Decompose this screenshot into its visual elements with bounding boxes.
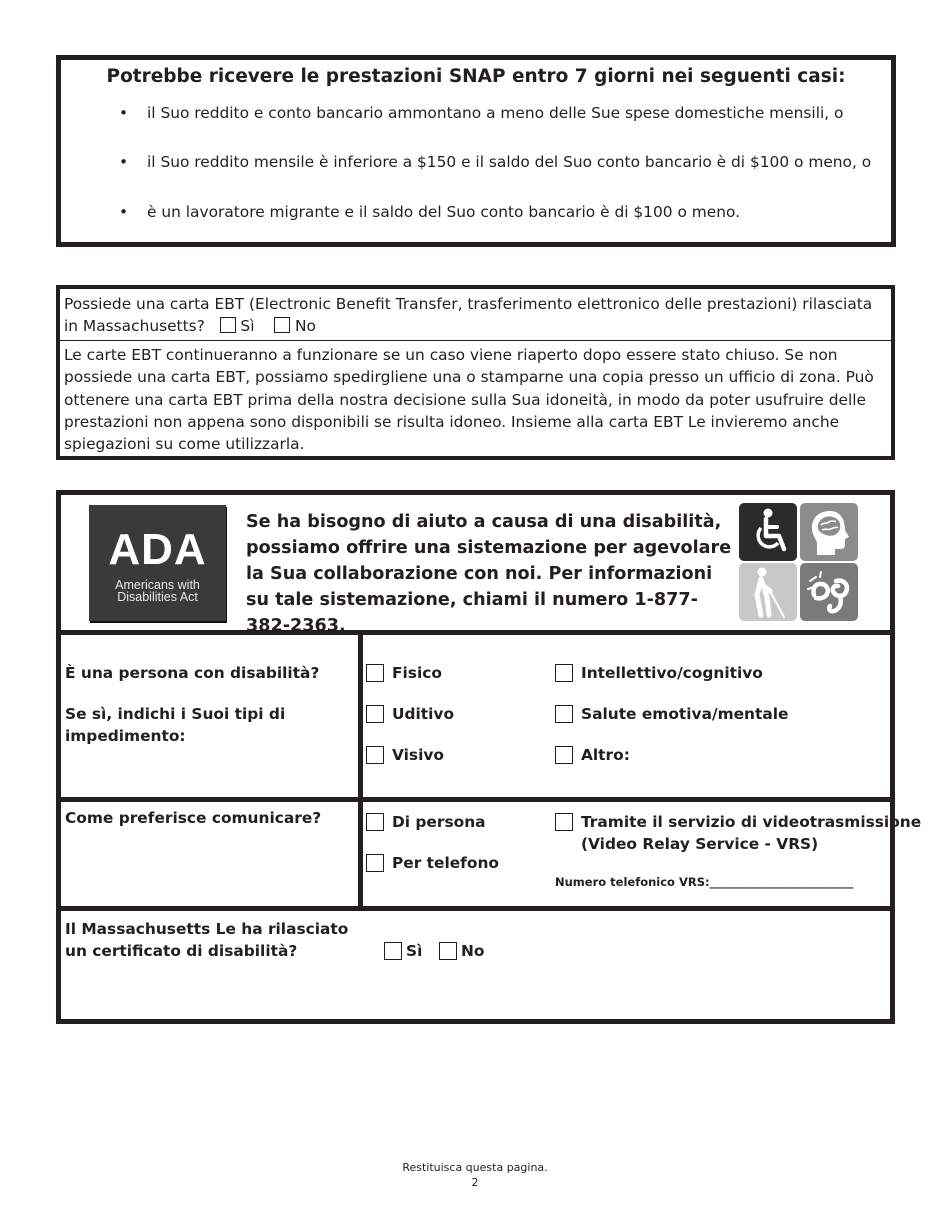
blind-cane-icon [739, 563, 797, 621]
certificate-question-line: Il Massachusetts Le ha rilasciato [65, 920, 349, 938]
page-number: 2 [471, 1176, 479, 1189]
brain-icon [800, 503, 858, 561]
option-label: (Video Relay Service - VRS) [581, 835, 819, 853]
option-label: Per telefono [392, 854, 499, 872]
column-divider [358, 630, 363, 911]
intellectual-checkbox[interactable] [555, 664, 573, 682]
option-label: Sì [406, 942, 423, 960]
sign-language-icon [800, 563, 858, 621]
ada-logo-line: Americans with [115, 578, 200, 592]
ebt-question-row [64, 293, 885, 337]
ebt-info-text: Le carte EBT continueranno a funzionare se un caso viene riaperto dopo essere stato chiuso. Se non possiede una carta EBT, possiamo spedirgliene una o stamparne una copia presso un ufficio di zona. Può ottenere una carta EBT prima della nostra decisione sulla Sua idoneità, in modo da poter usufruire delle prestazioni non appena sono disponibili se risulta idoneo. Insieme alla carta EBT Le invieremo anche spiegazioni su come utilizzarla. [64, 346, 874, 454]
divider [60, 340, 891, 341]
certificate-no-checkbox[interactable] [439, 942, 457, 960]
ada-logo-title: ADA [108, 525, 207, 574]
phone-checkbox[interactable] [366, 854, 384, 872]
disability-types-question: Se sì, indichi i Suoi tipi di impedimento: [65, 705, 286, 745]
bullet-glyph: • [119, 104, 129, 122]
communication-question: Come preferisce comunicare? [65, 809, 322, 827]
return-note: Restituisca questa pagina. [402, 1161, 548, 1174]
vrs-number-field[interactable]: Numero telefonico VRS:_________________________ [555, 875, 854, 889]
visual-checkbox[interactable] [366, 746, 384, 764]
in-person-checkbox[interactable] [366, 813, 384, 831]
snap-bullet-text: è un lavoratore migrante e il saldo del Suo conto bancario è di $100 o meno. [147, 203, 741, 221]
section-divider [61, 906, 890, 911]
option-label: Intellettivo/cognitivo [581, 664, 763, 682]
option-label: Salute emotiva/mentale [581, 705, 789, 723]
ebt-no-checkbox[interactable] [274, 317, 290, 333]
hearing-checkbox[interactable] [366, 705, 384, 723]
ada-logo [89, 505, 226, 621]
physical-checkbox[interactable] [366, 664, 384, 682]
section-divider [61, 797, 890, 802]
bullet-glyph: • [119, 153, 129, 171]
section-divider [61, 630, 890, 635]
certificate-yes-checkbox[interactable] [384, 942, 402, 960]
ebt-card-box [56, 285, 895, 460]
option-label: Tramite il servizio di videotrasmissione [581, 813, 922, 831]
snap-eligibility-box [56, 55, 896, 247]
option-label: Visivo [392, 746, 444, 764]
ada-logo-subtitle [89, 579, 226, 603]
certificate-question-line: un certificato di disabilità? [65, 942, 298, 960]
disability-question: È una persona con disabilità? [65, 664, 320, 682]
mental-health-checkbox[interactable] [555, 705, 573, 723]
option-label: Altro: [581, 746, 630, 764]
snap-title: Potrebbe ricevere le prestazioni SNAP entro 7 giorni nei seguenti casi: [106, 66, 846, 87]
ebt-yes-label: Sì [240, 317, 255, 335]
snap-bullet-text: il Suo reddito e conto bancario ammontano a meno delle Sue spese domestiche mensili, o [147, 104, 844, 122]
option-label: No [461, 942, 485, 960]
ebt-no-label: No [294, 317, 316, 335]
ada-notice: Se ha bisogno di aiuto a causa di una disabilità, possiamo offrire una sistemazione per agevolare la Sua collaborazione con noi. Per informazioni su tale sistemazione, chiami il numero 1-877-382-2363. [246, 512, 732, 636]
wheelchair-icon [739, 503, 797, 561]
ada-accommodation-box [56, 490, 922, 1024]
page-footer [0, 1160, 950, 1190]
snap-bullet-text: il Suo reddito mensile è inferiore a $150 e il saldo del Suo conto bancario è di $100 o meno, o [147, 153, 872, 171]
option-label: Uditivo [392, 705, 455, 723]
ebt-yes-checkbox[interactable] [220, 317, 236, 333]
certificate-question [65, 918, 348, 962]
bullet-glyph: • [119, 203, 129, 221]
vrs-checkbox[interactable] [555, 813, 573, 831]
ebt-question: Possiede una carta EBT (Electronic Benefit Transfer, trasferimento elettronico delle prestazioni) rilasciata in Massachusetts? [64, 295, 873, 335]
other-checkbox[interactable] [555, 746, 573, 764]
option-label: Di persona [392, 813, 486, 831]
ada-logo-line: Disabilities Act [117, 590, 198, 604]
option-label: Fisico [392, 664, 442, 682]
